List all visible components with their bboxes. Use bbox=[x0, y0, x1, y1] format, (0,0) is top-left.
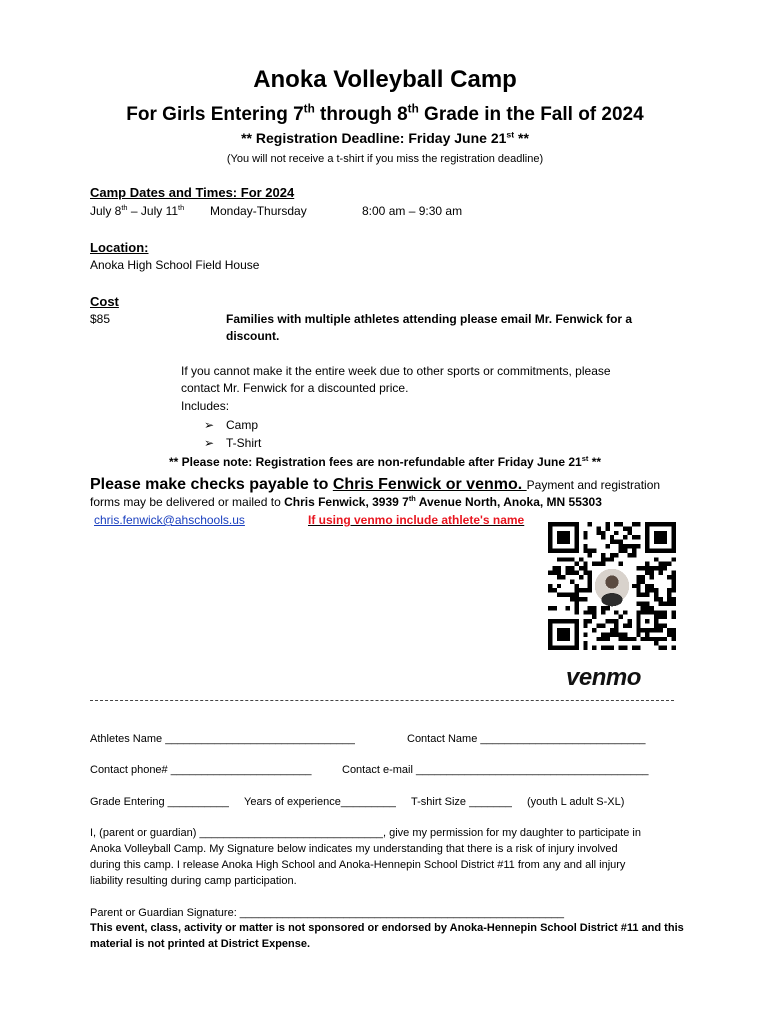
athlete-name-field[interactable]: Athletes Name _______________________________ bbox=[90, 733, 355, 745]
notice-part: ** bbox=[588, 455, 602, 469]
consent-line1: I, (parent or guardian) ______________________________, give my permission for my daughter to participate in bbox=[90, 827, 641, 839]
consent-line2: Anoka Volleyball Camp. My Signature below indicates my understanding that there is a risk of injury involved bbox=[90, 843, 618, 855]
contact-email-field[interactable]: Contact e-mail ______________________________________ bbox=[342, 764, 649, 776]
checks-part: Payment and registration bbox=[526, 478, 661, 492]
disclaimer-line2: material is not printed at District Expense. bbox=[90, 938, 311, 950]
cut-line-divider bbox=[90, 700, 674, 701]
deadline-part: ** bbox=[514, 130, 529, 146]
registration-deadline bbox=[0, 130, 770, 146]
mailing-address bbox=[90, 495, 602, 509]
date-sup: th bbox=[178, 203, 185, 212]
deadline-sup: st bbox=[506, 129, 515, 140]
subtitle-sup: th bbox=[407, 102, 419, 116]
date-sup: th bbox=[121, 203, 128, 212]
signature-field[interactable]: Parent or Guardian Signature: _____________________________________________________ bbox=[90, 907, 565, 919]
cost-amount: $85 bbox=[90, 312, 111, 326]
page-title: Anoka Volleyball Camp bbox=[253, 66, 517, 93]
arrow-bullet-icon: ➢ bbox=[204, 418, 215, 432]
camp-time: 8:00 am – 9:30 am bbox=[362, 204, 463, 218]
dates-heading: Camp Dates and Times: For 2024 bbox=[90, 185, 295, 200]
date-part: July 8 bbox=[90, 204, 122, 218]
notice-sup: st bbox=[581, 454, 589, 463]
grade-field[interactable]: Grade Entering __________ bbox=[90, 796, 229, 808]
notice-part: ** Please note: Registration fees are non-refundable after Friday June 21 bbox=[168, 455, 582, 469]
address-part: Avenue North, Anoka, MN 55303 bbox=[415, 495, 602, 509]
refund-notice bbox=[0, 455, 770, 469]
partial-week-note-line2: contact Mr. Fenwick for a discounted price. bbox=[181, 381, 409, 395]
include-item: Camp bbox=[226, 418, 259, 432]
tshirt-note: (You will not receive a t-shirt if you miss the registration deadline) bbox=[226, 153, 544, 165]
partial-week-note-line1: If you cannot make it the entire week due to other sports or commitments, please bbox=[181, 364, 611, 378]
location-place: Anoka High School Field House bbox=[90, 258, 260, 272]
consent-line4: liability resulting during camp participation. bbox=[90, 875, 297, 887]
checks-part: Please make checks payable to bbox=[90, 476, 333, 493]
date-part: – July 11 bbox=[127, 204, 179, 218]
disclaimer-line1: This event, class, activity or matter is not sponsored or endorsed by Anoka-Hennepin School District #11 and this bbox=[90, 922, 684, 934]
tshirt-size-options: (youth L adult S-XL) bbox=[527, 796, 625, 808]
address-part: , 3939 7 bbox=[365, 495, 409, 509]
date-range bbox=[90, 204, 184, 218]
venmo-qr-code[interactable] bbox=[548, 522, 676, 650]
email-link[interactable]: chris.fenwick@ahschools.us bbox=[94, 513, 245, 527]
includes-label: Includes: bbox=[181, 399, 230, 413]
consent-line3: during this camp. I release Anoka High School and Anoka-Hennepin School District #11 from any and all injury bbox=[90, 859, 626, 871]
subtitle-part: Grade in the Fall of 2024 bbox=[418, 104, 644, 125]
location-heading: Location: bbox=[90, 240, 149, 255]
subtitle-part: through 8 bbox=[314, 104, 408, 125]
multi-athlete-note-line1: Families with multiple athletes attending please email Mr. Fenwick for a bbox=[226, 312, 633, 326]
contact-phone-field[interactable]: Contact phone# _______________________ bbox=[90, 764, 312, 776]
camp-days: Monday-Thursday bbox=[210, 204, 307, 218]
arrow-bullet-icon: ➢ bbox=[204, 436, 215, 450]
cost-heading: Cost bbox=[90, 294, 119, 309]
checks-payable-line bbox=[90, 476, 660, 494]
experience-field[interactable]: Years of experience_________ bbox=[244, 796, 396, 808]
include-item: T-Shirt bbox=[226, 436, 262, 450]
subtitle-part: For Girls Entering 7 bbox=[126, 104, 304, 125]
address-name: Chris Fenwick bbox=[284, 495, 366, 509]
tshirt-size-field[interactable]: T-shirt Size _______ bbox=[411, 796, 512, 808]
venmo-note: If using venmo include athlete's name bbox=[308, 513, 525, 527]
deadline-part: ** Registration Deadline: Friday June 21 bbox=[241, 130, 507, 146]
payee-name: Chris Fenwick or venmo. bbox=[332, 476, 527, 493]
address-sup: th bbox=[408, 494, 416, 503]
multi-athlete-note-line2: discount. bbox=[226, 329, 280, 343]
page-subtitle bbox=[0, 104, 770, 126]
address-part: forms may be delivered or mailed to bbox=[90, 495, 285, 509]
contact-name-field[interactable]: Contact Name ___________________________ bbox=[407, 733, 646, 745]
venmo-logo: venmo bbox=[566, 664, 641, 691]
subtitle-sup: th bbox=[303, 102, 315, 116]
